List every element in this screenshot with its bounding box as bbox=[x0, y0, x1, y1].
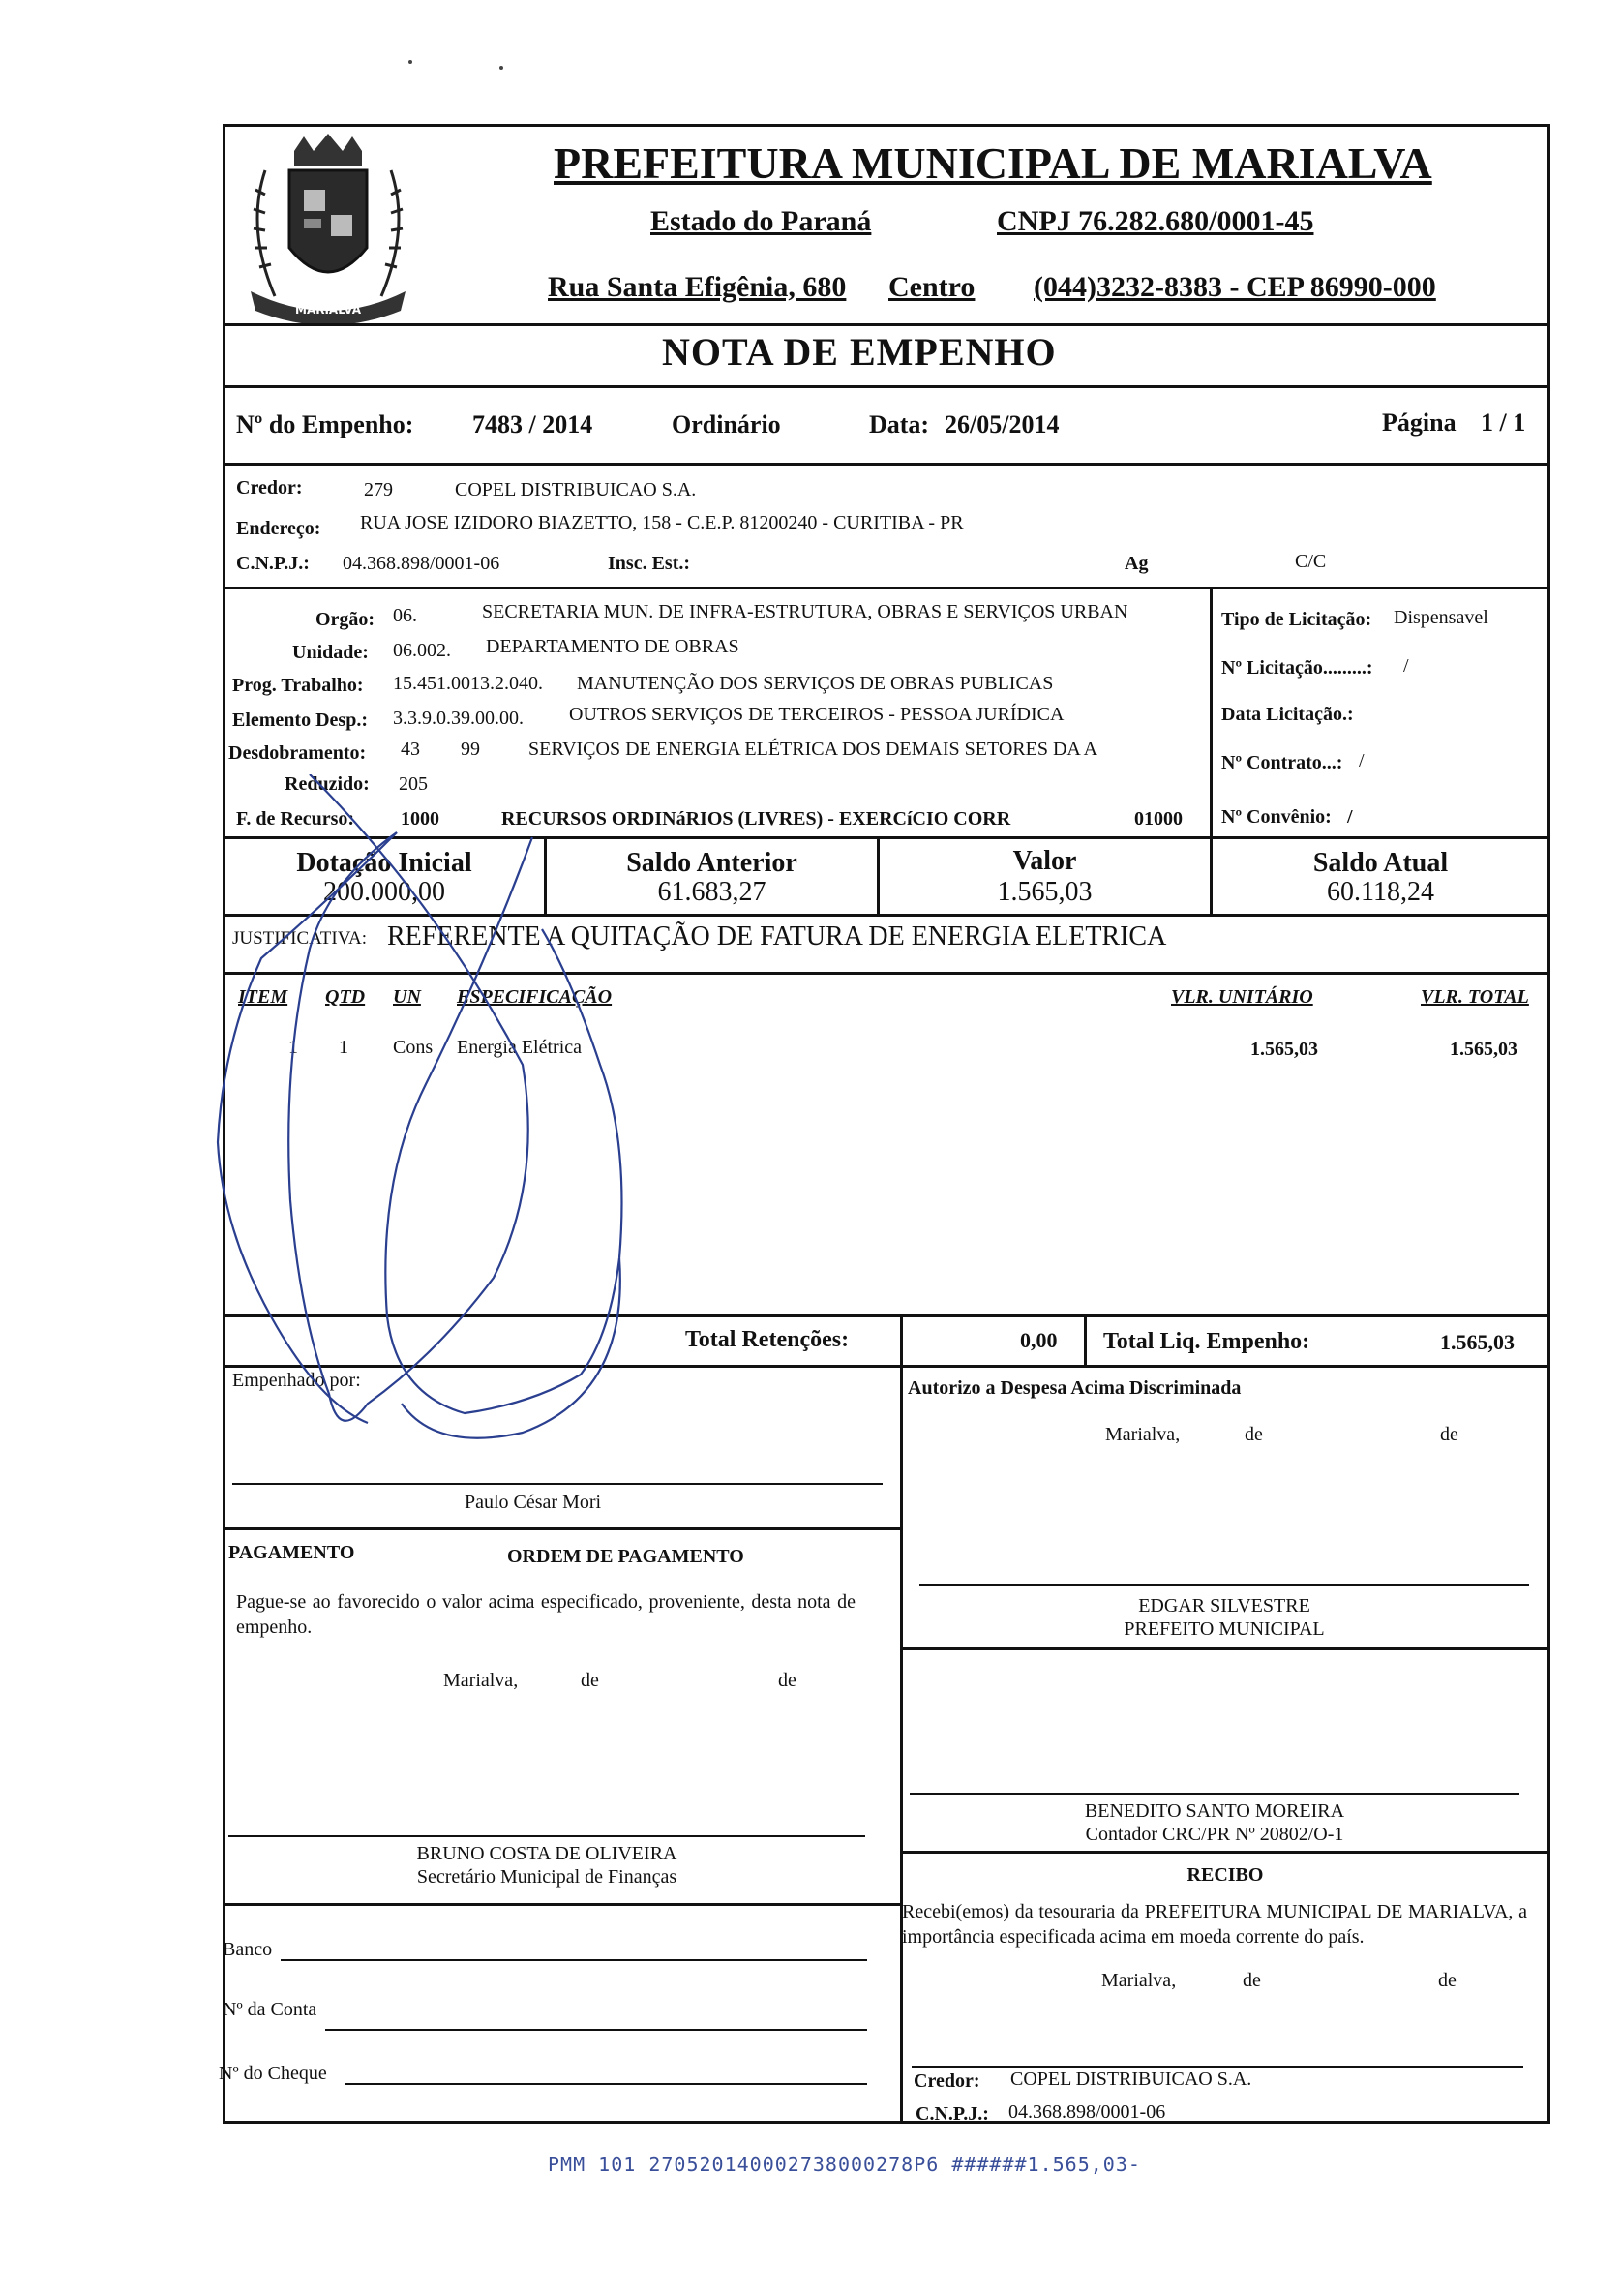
page-label: Página bbox=[1382, 408, 1457, 437]
item-total: 1.565,03 bbox=[1450, 1039, 1517, 1060]
desdobramento-label: Desdobramento: bbox=[228, 742, 367, 764]
convenio-value: / bbox=[1347, 806, 1353, 828]
contrato-value: / bbox=[1359, 750, 1365, 771]
signature-line bbox=[228, 1835, 865, 1837]
prog-label: Prog. Trabalho: bbox=[232, 675, 364, 696]
recibo-cnpj: 04.368.898/0001-06 bbox=[1008, 2101, 1166, 2123]
handwritten-signature bbox=[203, 774, 687, 1452]
recibo-city: Marialva, bbox=[1101, 1970, 1177, 1991]
credor-cnpj: 04.368.898/0001-06 bbox=[343, 553, 500, 574]
items-header-qtd: QTD bbox=[325, 986, 366, 1008]
contador-name: BENEDITO SANTO MOREIRA bbox=[1084, 1800, 1345, 1822]
empenho-date: 26/05/2014 bbox=[945, 410, 1060, 438]
saldo-atual-value: 60.118,24 bbox=[1327, 877, 1434, 907]
banco-label: Banco bbox=[223, 1939, 273, 1960]
saldo-anterior-label: Saldo Anterior bbox=[626, 848, 797, 878]
recibo-text: Recebi(emos) da tesouraria da PREFEITURA MUNICIPAL DE MARIALVA, a importância especificada acima em moeda corrente do país. bbox=[902, 1901, 1527, 1948]
divider bbox=[900, 1314, 903, 1367]
municipal-coat-of-arms bbox=[236, 132, 420, 335]
signature-line bbox=[919, 1584, 1529, 1586]
divider bbox=[223, 587, 1550, 589]
header-title: PREFEITURA MUNICIPAL DE MARIALVA bbox=[554, 138, 1432, 188]
divider bbox=[1210, 587, 1213, 838]
scan-mark bbox=[408, 60, 412, 64]
cc-label: C/C bbox=[1295, 551, 1327, 572]
banco-field-line[interactable] bbox=[281, 1959, 867, 1961]
autorizo-title: Autorizo a Despesa Acima Discriminada bbox=[908, 1377, 1242, 1399]
recibo-de1: de bbox=[1243, 1970, 1261, 1991]
autorizo-de2: de bbox=[1440, 1424, 1458, 1445]
recibo-credor-label: Credor: bbox=[914, 2070, 980, 2092]
recibo-de2: de bbox=[1438, 1970, 1457, 1991]
prefeito-title: PREFEITO MUNICIPAL bbox=[1124, 1618, 1325, 1640]
retencoes-label: Total Retenções: bbox=[685, 1327, 850, 1352]
unidade-code: 06.002. bbox=[393, 640, 451, 661]
divider bbox=[223, 1527, 900, 1530]
pagamento-city: Marialva, bbox=[443, 1670, 519, 1691]
orgao-label: Orgão: bbox=[315, 609, 375, 630]
justificativa-label: JUSTIFICATIVA: bbox=[232, 928, 368, 949]
recurso-name: RECURSOS ORDINáRIOS (LIVRES) - EXERCíCIO CORR bbox=[501, 808, 1011, 830]
divider bbox=[223, 323, 1550, 326]
page-number: 1 / 1 bbox=[1481, 408, 1526, 437]
header-phone-cep: (044)3232-8383 - CEP 86990-000 bbox=[1034, 271, 1436, 303]
secretario-name: BRUNO COSTA DE OLIVEIRA bbox=[416, 1843, 677, 1864]
prefeito-name: EDGAR SILVESTRE bbox=[1138, 1595, 1310, 1616]
dotacao-inicial-value: 200.000,00 bbox=[323, 877, 445, 907]
item-unit: Cons bbox=[393, 1037, 434, 1058]
credor-label: Credor: bbox=[236, 477, 303, 498]
justificativa-text: REFERENTE A QUITAÇÃO DE FATURA DE ENERGIA ELETRICA bbox=[387, 921, 1167, 952]
divider bbox=[223, 463, 1550, 466]
signature-line bbox=[912, 2066, 1523, 2068]
insc-est-label: Insc. Est.: bbox=[608, 553, 691, 574]
reduzido-label: Reduzido: bbox=[285, 773, 370, 795]
item-description: Energia Elétrica bbox=[457, 1037, 583, 1058]
unidade-name: DEPARTAMENTO DE OBRAS bbox=[486, 636, 739, 657]
address-label: Endereço: bbox=[236, 518, 321, 539]
cnpj-label: C.N.P.J.: bbox=[236, 553, 310, 574]
empenhado-label: Empenhado por: bbox=[232, 1370, 361, 1391]
items-header-unit: VLR. UNITÁRIO bbox=[1171, 986, 1313, 1008]
pagamento-text: Pague-se ao favorecido o valor acima especificado, proveniente, desta nota de empenho. bbox=[236, 1591, 856, 1638]
saldo-anterior-value: 61.683,27 bbox=[657, 877, 766, 907]
document-title: NOTA DE EMPENHO bbox=[662, 330, 1057, 374]
svg-text:MARIALVA: MARIALVA bbox=[295, 303, 361, 317]
scan-mark bbox=[499, 66, 503, 70]
items-header-item: ITEM bbox=[238, 986, 288, 1008]
header-address: Rua Santa Efigênia, 680 bbox=[548, 271, 847, 303]
prog-code: 15.451.0013.2.040. bbox=[393, 673, 543, 694]
header-district: Centro bbox=[888, 271, 976, 303]
unidade-label: Unidade: bbox=[292, 642, 369, 663]
ag-label: Ag bbox=[1125, 553, 1149, 574]
reduzido-value: 205 bbox=[399, 773, 428, 795]
item-unit-price: 1.565,03 bbox=[1250, 1039, 1318, 1060]
empenhado-name: Paulo César Mori bbox=[465, 1492, 602, 1513]
orgao-code: 06. bbox=[393, 605, 417, 626]
orgao-name: SECRETARIA MUN. DE INFRA-ESTRUTURA, OBRAS E SERVIÇOS URBAN bbox=[482, 601, 1128, 622]
elemento-label: Elemento Desp.: bbox=[232, 710, 368, 731]
liquido-label: Total Liq. Empenho: bbox=[1103, 1329, 1310, 1354]
credor-address: RUA JOSE IZIDORO BIAZETTO, 158 - C.E.P. 81200240 - CURITIBA - PR bbox=[360, 512, 964, 533]
conta-field-line[interactable] bbox=[325, 2029, 867, 2031]
divider bbox=[900, 1365, 903, 2124]
cheque-label: Nº do Cheque bbox=[219, 2063, 327, 2084]
tipo-licitacao-label: Tipo de Licitação: bbox=[1221, 609, 1372, 630]
desdobramento-code2: 99 bbox=[461, 739, 480, 760]
item-number: 1 bbox=[288, 1037, 298, 1058]
empenho-type: Ordinário bbox=[672, 410, 781, 438]
pagamento-de2: de bbox=[778, 1670, 796, 1691]
data-licitacao-label: Data Licitação.: bbox=[1221, 704, 1354, 725]
elemento-code: 3.3.9.0.39.00.00. bbox=[393, 708, 524, 729]
convenio-label: Nº Convênio: bbox=[1221, 806, 1332, 828]
dotacao-inicial-label: Dotação Inicial bbox=[296, 848, 472, 878]
licitacao-number-value: / bbox=[1403, 655, 1409, 677]
tipo-licitacao-value: Dispensavel bbox=[1394, 607, 1488, 628]
divider bbox=[223, 1903, 900, 1906]
contrato-label: Nº Contrato...: bbox=[1221, 752, 1343, 773]
divider bbox=[223, 385, 1550, 388]
empenho-number: 7483 / 2014 bbox=[472, 410, 593, 438]
credor-code: 279 bbox=[364, 479, 393, 500]
divider bbox=[900, 1647, 1550, 1650]
recurso-code2: 01000 bbox=[1134, 808, 1183, 830]
recibo-credor-name: COPEL DISTRIBUICAO S.A. bbox=[1010, 2069, 1252, 2090]
header-state: Estado do Paraná bbox=[650, 205, 872, 237]
divider bbox=[900, 1851, 1550, 1854]
autorizo-city: Marialva, bbox=[1105, 1424, 1181, 1445]
conta-label: Nº da Conta bbox=[223, 1999, 317, 2020]
empenho-number-label: Nº do Empenho: bbox=[236, 410, 414, 438]
items-header-total: VLR. TOTAL bbox=[1421, 986, 1529, 1008]
secretario-title: Secretário Municipal de Finanças bbox=[416, 1866, 677, 1888]
liquido-value: 1.565,03 bbox=[1440, 1330, 1515, 1354]
signature-line bbox=[910, 1793, 1519, 1795]
valor-value: 1.565,03 bbox=[997, 877, 1093, 907]
elemento-name: OUTROS SERVIÇOS DE TERCEIROS - PESSOA JURÍDICA bbox=[569, 704, 1065, 725]
saldo-atual-label: Saldo Atual bbox=[1312, 848, 1449, 878]
desdobramento-code1: 43 bbox=[401, 739, 420, 760]
recibo-title: RECIBO bbox=[1186, 1864, 1264, 1886]
empenho-date-label: Data: bbox=[869, 410, 930, 438]
header-cnpj: CNPJ 76.282.680/0001-45 bbox=[997, 205, 1314, 237]
items-header-un: UN bbox=[393, 986, 421, 1008]
cheque-field-line[interactable] bbox=[345, 2083, 867, 2085]
signature-line bbox=[232, 1483, 883, 1485]
pagamento-label: PAGAMENTO bbox=[228, 1542, 355, 1563]
retencoes-value: 0,00 bbox=[1020, 1328, 1058, 1352]
item-qtd: 1 bbox=[339, 1037, 348, 1058]
contador-title: Contador CRC/PR Nº 20802/O-1 bbox=[1085, 1824, 1344, 1845]
pagamento-de1: de bbox=[581, 1670, 599, 1691]
recurso-code: 1000 bbox=[401, 808, 439, 830]
recurso-label: F. de Recurso: bbox=[236, 808, 355, 830]
prog-name: MANUTENÇÃO DOS SERVIÇOS DE OBRAS PUBLICAS bbox=[577, 673, 1054, 694]
licitacao-number-label: Nº Licitação.........: bbox=[1221, 657, 1373, 679]
valor-label: Valor bbox=[1012, 846, 1077, 876]
ordem-pagamento-title: ORDEM DE PAGAMENTO bbox=[507, 1546, 744, 1567]
autorizo-de1: de bbox=[1245, 1424, 1263, 1445]
items-header-espec: ESPECIFICAÇÃO bbox=[457, 986, 613, 1008]
barcode-text: PMM 101 270520140002738000278P6 ######1.565,03- bbox=[548, 2153, 1141, 2176]
recibo-cnpj-label: C.N.P.J.: bbox=[916, 2103, 989, 2125]
credor-name: COPEL DISTRIBUICAO S.A. bbox=[455, 479, 697, 500]
divider bbox=[1084, 1314, 1087, 1367]
desdobramento-name: SERVIÇOS DE ENERGIA ELÉTRICA DOS DEMAIS SETORES DA A bbox=[528, 739, 1098, 760]
